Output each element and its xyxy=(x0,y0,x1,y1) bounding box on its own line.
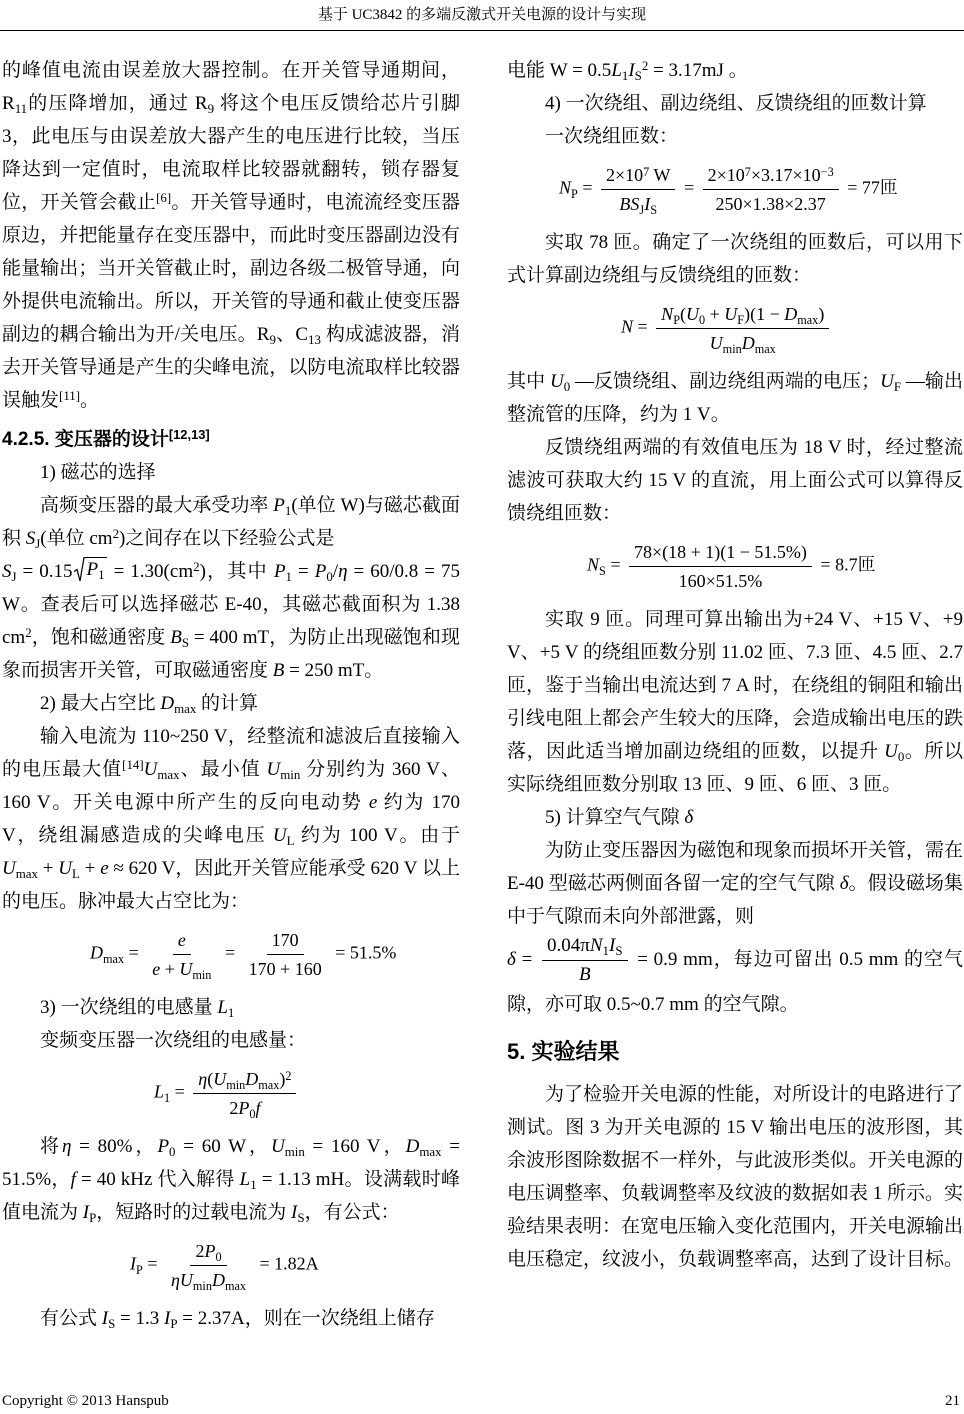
page-number: 21 xyxy=(945,1393,960,1409)
text-run: 2 xyxy=(195,1241,205,1261)
subheading-primary-inductance xyxy=(2,991,460,1024)
fraction-numerator xyxy=(542,933,628,961)
superscript: [6] xyxy=(156,190,172,206)
math-variable: S xyxy=(630,194,640,214)
text-run: = 160 V， xyxy=(304,1136,406,1157)
text-run: = 40 kHz 代入解得 xyxy=(75,1169,240,1190)
formula-max-duty-cycle xyxy=(2,918,460,991)
text-run: 。所以实际绕组匝数分别取 13 匝、9 匝、6 匝、3 匝。 xyxy=(507,741,963,795)
text-run: = 77匝 xyxy=(842,177,898,198)
math-variable: δ xyxy=(684,807,694,828)
subscript: 9 xyxy=(269,332,276,348)
math-variable: S xyxy=(25,528,36,549)
text-run: —反馈绕组、副边绕组两端的电压； xyxy=(570,371,881,392)
math-variable: I xyxy=(164,1308,171,1329)
text-run: 0.04π xyxy=(547,935,590,956)
text-run: = 60/0.8 = 75 W。查表后可以选择磁芯 E-40，其磁芯截面积为 1.38 cm xyxy=(2,561,461,648)
subscript: max xyxy=(797,312,819,327)
math-variable: D xyxy=(160,693,175,714)
paragraph xyxy=(507,603,963,801)
text-run: + xyxy=(37,858,59,879)
text-run: 。开关管导通时，电流流经变压器原边，并把能量存在变压器中，而此时变压器副边没有能量输出；当开关管截止时，副边各级二极管导通，向外提供电流输出。所以，开关管的导通和截止使变压器副边的耦合输出为开/关电压。R xyxy=(2,192,460,345)
fraction xyxy=(703,162,839,217)
subscript: S xyxy=(634,68,642,84)
paragraph: 为了检验开关电源的性能，对所设计的电路进行了测试。图 3 为开关电源的 15 V 输出电压的波形图，其余波形图除数据不一样外，与此波形类似。开关电源的电压调整率、负载调整率及纹波的数据如表 1 所示。实验结果表明：在宽电压输入变化范围内，开关电源输出电压稳定，纹波小，负载调整率高，达到了设计目标。 xyxy=(507,1084,964,1270)
subscript: P xyxy=(136,1262,143,1277)
subscript: S xyxy=(615,943,623,959)
text-run: 将这个电压反馈给芯片引脚 3，此电压与由误差放大器产生的电压进行比较，当压降达到一定值时，电流取样比较器就翻转，锁存器复位，开关管会截止 xyxy=(2,93,460,213)
subscript: S xyxy=(297,1210,305,1226)
subscript: min xyxy=(284,1144,305,1160)
text-run: )，其中 xyxy=(199,561,274,582)
math-variable: U xyxy=(179,959,193,979)
superscript: 2 xyxy=(25,625,32,641)
formula-peak-current xyxy=(2,1229,460,1302)
math-variable: η xyxy=(338,561,348,582)
subscript: F xyxy=(737,312,745,327)
math-variable: I xyxy=(628,60,635,81)
text-run: 的峰值电流由误差放大器控制。在开关管导通期间，R xyxy=(2,60,460,114)
math-variable: I xyxy=(644,194,651,214)
text-run: 160×51.5% xyxy=(678,571,763,591)
text-run: 、最小值 xyxy=(179,759,267,780)
text-run: = 8.7匝 xyxy=(815,554,876,575)
superscript: [14] xyxy=(122,757,144,773)
math-variable: D xyxy=(784,304,798,324)
paragraph xyxy=(2,489,460,555)
paragraph: 变频变压器一次绕组的电感量： xyxy=(40,1030,307,1051)
math-variable: U xyxy=(272,825,287,846)
subscript: max xyxy=(174,701,197,717)
math-variable: B xyxy=(578,964,591,985)
subscript: 0 xyxy=(326,569,333,585)
fraction xyxy=(244,927,327,982)
text-run: 的计算 xyxy=(196,693,259,714)
text-run: = xyxy=(515,948,539,970)
math-variable: U xyxy=(2,858,16,879)
text-run: = 1.3 xyxy=(115,1308,164,1329)
fraction-denominator xyxy=(711,190,831,217)
text-run: 170 xyxy=(271,930,299,950)
paragraph-air-gap-formula xyxy=(507,933,963,1021)
text-run: = xyxy=(220,942,240,963)
text-run: 电能 W = 0.5 xyxy=(507,60,612,81)
math-variable: I xyxy=(82,1202,90,1223)
text-run: = 3.17mJ 。 xyxy=(648,60,748,81)
text-run: = xyxy=(633,316,653,337)
text-run: 有公式 xyxy=(40,1308,102,1329)
fraction xyxy=(629,539,812,594)
fraction xyxy=(656,301,829,356)
formula-feedback-turns xyxy=(507,530,963,603)
subscript: 1 xyxy=(602,943,609,959)
subscript: max xyxy=(15,866,38,882)
subscript: 0 xyxy=(897,749,905,765)
subscript: S xyxy=(650,202,657,217)
fraction-numerator xyxy=(173,927,191,955)
text-run: ，饱和磁通密度 xyxy=(31,627,171,648)
radical-sign xyxy=(74,557,85,582)
text-run: = 51.5%， xyxy=(2,1136,461,1190)
subscript: min xyxy=(192,1278,212,1293)
math-variable: L xyxy=(611,60,622,81)
text-run: 、C xyxy=(275,324,309,345)
fraction-denominator xyxy=(147,955,216,982)
radicand xyxy=(85,557,107,582)
subscript: min xyxy=(722,341,742,356)
math-variable: D xyxy=(405,1136,420,1157)
text-run: 。 xyxy=(80,390,100,411)
math-variable: U xyxy=(549,371,564,392)
paragraph: 实取 78 匝。确定了一次绕组的匝数后，可以用下式计算副边绕组与反馈绕组的匝数： xyxy=(507,232,963,286)
text-run: ( xyxy=(207,1069,214,1089)
subscript: 0 xyxy=(215,1249,222,1264)
math-variable: N xyxy=(559,177,572,198)
section-heading-transformer-design xyxy=(2,423,460,456)
math-variable: U xyxy=(58,858,72,879)
subscript: P xyxy=(673,312,680,327)
fraction xyxy=(542,933,628,988)
math-variable: f xyxy=(255,1098,261,1118)
text-run: = xyxy=(170,1081,190,1102)
paragraph: 反馈绕组两端的有效值电压为 18 V 时，经过整流滤波可获取大约 15 V 的直流，用上面公式可以算得反馈绕组匝数： xyxy=(507,437,963,524)
text-run: 分别约为 360 V、160 V。开关电源中所产生的反向电动势 xyxy=(2,759,460,813)
math-variable: P xyxy=(238,1098,250,1118)
subscript: L xyxy=(72,866,80,882)
math-variable: B xyxy=(170,627,182,648)
paragraph xyxy=(507,54,963,87)
fraction-denominator xyxy=(614,190,662,217)
text-run: )(1 − xyxy=(744,304,785,324)
fraction-numerator xyxy=(190,1238,226,1266)
text-run: (单位 W)与磁芯截面积 xyxy=(2,495,460,549)
running-header xyxy=(0,4,964,26)
math-variable: D xyxy=(211,1270,225,1290)
text-run: = xyxy=(605,554,625,575)
text-run: = 60 W， xyxy=(175,1136,271,1157)
text-run: + xyxy=(160,959,180,979)
fraction xyxy=(166,1238,251,1293)
text-run: )之间存在以下经验公式是 xyxy=(119,528,335,549)
math-variable: U xyxy=(213,1069,227,1089)
subscript: 1 xyxy=(164,1090,171,1105)
text-run: —输出整流管的压降，约为 1 V。 xyxy=(507,371,963,425)
math-variable: D xyxy=(741,333,755,353)
superscript: −3 xyxy=(820,164,834,179)
subscript: F xyxy=(893,379,901,395)
subscript: P xyxy=(571,186,578,201)
math-variable: P xyxy=(273,495,285,516)
text-run: ) xyxy=(279,1069,286,1089)
text-run: = xyxy=(577,177,597,198)
subscript: P xyxy=(89,1210,97,1226)
math-variable: L xyxy=(217,997,228,1018)
math-variable: f xyxy=(70,1169,76,1190)
fraction-denominator xyxy=(244,955,327,982)
fraction-numerator xyxy=(267,927,304,955)
paragraph xyxy=(2,1302,460,1335)
math-variable: N xyxy=(587,554,600,575)
fraction xyxy=(147,927,216,982)
math-variable: L xyxy=(154,1081,165,1102)
text-run: = xyxy=(142,1253,162,1274)
math-variable: P xyxy=(204,1241,216,1261)
text-run: 输入电流为 110~250 V，经整流和滤波后直接输入的电压最大值 xyxy=(2,726,460,780)
text-run: = 80%， xyxy=(71,1136,158,1157)
text-run: (单位 cm xyxy=(40,528,113,549)
text-run: W xyxy=(649,165,671,185)
text-run: 2×10 xyxy=(707,165,745,185)
running-header-title: 基于 UC3842 的多端反激式开关电源的设计与实现 xyxy=(317,7,647,23)
subheading-core-selection: 1) 磁芯的选择 xyxy=(40,462,156,483)
math-variable: U xyxy=(724,304,738,324)
paragraph xyxy=(507,365,963,431)
fraction-denominator xyxy=(224,1094,265,1121)
subscript: 0 xyxy=(249,1106,256,1121)
subscript: S xyxy=(181,635,189,651)
paragraph xyxy=(2,54,460,417)
text-run: ，有公式： xyxy=(304,1202,400,1223)
math-variable: e xyxy=(100,858,109,879)
text-run: = 0.15 xyxy=(16,561,73,582)
math-variable: δ xyxy=(839,873,849,894)
subscript: 0 xyxy=(699,312,706,327)
math-variable: U xyxy=(884,741,898,762)
subheading-air-gap xyxy=(507,801,963,834)
math-variable: L xyxy=(239,1169,251,1190)
paragraph xyxy=(2,720,460,918)
text-run: 4.2.5. 变压器的设计 xyxy=(2,429,169,450)
text-run: ≈ 620 V，因此开关管应能承受 620 V 以上的电压。脉冲最大占空比为： xyxy=(2,858,460,912)
math-variable: S xyxy=(2,561,12,582)
fraction-denominator xyxy=(574,961,596,988)
math-variable: e xyxy=(368,792,378,813)
text-run: 2×10 xyxy=(605,165,644,185)
fraction-denominator xyxy=(705,329,781,356)
square-root xyxy=(74,557,107,582)
math-variable: I xyxy=(291,1202,298,1223)
subscript: max xyxy=(258,1077,280,1092)
fraction-denominator xyxy=(166,1266,251,1293)
text-run: = 1.82A xyxy=(255,1253,319,1274)
text-run: ×3.17×10 xyxy=(750,165,821,185)
math-variable: U xyxy=(179,1270,193,1290)
subscript: min xyxy=(226,1077,246,1092)
superscript: [11] xyxy=(59,388,81,404)
subscript: 1 xyxy=(285,569,292,585)
text-run: = xyxy=(292,561,315,582)
subscript: 1 xyxy=(621,68,629,84)
header-rule xyxy=(0,30,964,31)
subscript: min xyxy=(192,967,212,982)
text-run: 的压降增加，通过 R xyxy=(27,93,208,114)
math-variable: P xyxy=(86,559,99,580)
fraction-numerator xyxy=(629,539,812,567)
paragraph: 一次绕组匝数： xyxy=(545,126,679,147)
paragraph xyxy=(2,555,460,687)
superscript: [12,13] xyxy=(168,427,210,443)
subscript: 1 xyxy=(250,1177,257,1193)
text-run: = 0.9 mm，每边可留出 0.5 mm 的空气隙，亦可取 0.5~0.7 mm 的空气隙。 xyxy=(507,948,963,1015)
formula-primary-inductance xyxy=(2,1057,460,1130)
text-run: = 1.13 mH。设满载时峰值电流为 xyxy=(2,1169,460,1223)
superscript: 2 xyxy=(285,1068,292,1083)
text-run: = 51.5% xyxy=(330,942,397,963)
subscript: max xyxy=(157,767,180,783)
fraction-denominator xyxy=(674,567,768,594)
subscript: J xyxy=(35,536,41,552)
math-variable: I xyxy=(130,1253,136,1274)
math-variable: U xyxy=(266,759,281,780)
math-variable: e xyxy=(152,959,161,979)
subscript: max xyxy=(419,1144,442,1160)
math-variable: η xyxy=(198,1069,208,1089)
math-variable: U xyxy=(709,333,723,353)
text-run: ) xyxy=(818,304,825,324)
paragraph xyxy=(2,1130,460,1229)
subscript: min xyxy=(280,767,301,783)
fraction-numerator xyxy=(703,162,839,190)
subscript: J xyxy=(11,569,17,585)
math-variable: η xyxy=(62,1136,72,1157)
fraction xyxy=(601,162,675,217)
text-run: ( xyxy=(680,304,686,324)
math-variable: N xyxy=(621,316,634,337)
math-variable: P xyxy=(273,561,286,582)
text-run: 实取 9 匝。同理可算出输出为+24 V、+15 V、+9 V、+5 V 的绕组匝数分别 11.02 匝、7.3 匝、4.5 匝、2.7 匝，鉴于当输出电流达到 7 A 时，在绕组的铜阻和输出引线电阻上都会产生较大的压降，会造成输出电压的跌落，因此适当增加副边绕组的匝数，以提升 xyxy=(507,609,964,762)
subscript: 1 xyxy=(98,567,105,583)
superscript: 7 xyxy=(744,164,751,179)
right-column xyxy=(507,54,963,1276)
text-run: 约为 170 V，绕组漏感造成的尖峰电压 xyxy=(2,792,460,846)
math-variable: U xyxy=(271,1136,285,1157)
text-run: 5) 计算空气气隙 xyxy=(545,807,685,828)
subscript: 1 xyxy=(284,503,292,519)
math-variable: U xyxy=(686,304,699,324)
subheading-turns-calculation: 4) 一次绕组、副边绕组、反馈绕组的匝数计算 xyxy=(545,93,927,114)
math-variable: e xyxy=(177,930,186,950)
subheading-max-duty-cycle xyxy=(2,687,460,720)
text-run: = 1.30(cm xyxy=(107,561,194,582)
math-variable: N xyxy=(661,304,674,324)
text-run: 构成滤波器，消去开关管导通是产生的尖峰电流，以防电流取样比较器误触发 xyxy=(2,324,460,411)
text-run: ，短路时的过载电流为 xyxy=(96,1202,292,1223)
subscript: 9 xyxy=(207,101,215,117)
text-run: 2) 最大占空比 xyxy=(40,693,161,714)
math-variable: B xyxy=(619,194,631,214)
formula-primary-turns xyxy=(507,153,963,226)
text-run: 78×(18 + 1)(1 − 51.5%) xyxy=(633,542,807,562)
subscript: 0 xyxy=(563,379,571,395)
left-column xyxy=(2,54,460,1335)
math-variable: N xyxy=(589,935,603,956)
superscript: 2 xyxy=(112,526,120,542)
math-variable: I xyxy=(609,935,616,956)
page-footer xyxy=(2,1390,960,1412)
text-run: 其中 xyxy=(507,371,550,392)
text-run: = 400 mT，为防止出现磁饱和现象而损害开关管，可取磁通密度 xyxy=(2,627,460,681)
formula-secondary-turns xyxy=(507,292,963,365)
text-run: 。假设磁场集中于气隙而未向外部泄露，则 xyxy=(507,873,963,927)
subscript: S xyxy=(599,563,606,578)
text-run: 250×1.38×2.37 xyxy=(715,194,826,214)
text-run: = 250 mT。 xyxy=(284,660,384,681)
math-variable: P xyxy=(157,1136,170,1157)
superscript: 2 xyxy=(193,559,200,575)
math-variable: D xyxy=(245,1069,259,1089)
text-run: = xyxy=(124,942,144,963)
text-run: 为防止变压器因为磁饱和现象而损坏开关管，需在 E-40 型磁芯两侧面各留一定的空气气隙 xyxy=(507,840,964,894)
text-run: 2 xyxy=(229,1098,239,1118)
math-variable: δ xyxy=(507,948,516,970)
text-run: + xyxy=(705,304,725,324)
superscript: 2 xyxy=(641,58,649,74)
math-variable: P xyxy=(314,561,327,582)
fraction-numerator xyxy=(601,162,675,190)
text-run: 3) 一次绕组的电感量 xyxy=(40,997,218,1018)
text-run: / xyxy=(332,561,339,582)
fraction xyxy=(193,1066,296,1121)
subscript: max xyxy=(754,341,776,356)
math-variable: B xyxy=(272,660,285,681)
math-variable: D xyxy=(90,942,103,963)
text-run: 高频变压器的最大承受功率 xyxy=(40,495,274,516)
fraction-numerator xyxy=(193,1066,296,1094)
subscript: J xyxy=(639,202,645,217)
subscript: 11 xyxy=(14,101,28,117)
subscript: L xyxy=(286,833,295,849)
math-variable: I xyxy=(101,1308,109,1329)
text-run: 约为 100 V。由于 xyxy=(294,825,460,846)
text-run: = xyxy=(679,177,699,198)
subscript: max xyxy=(224,1278,247,1293)
copyright-notice: Copyright © 2013 Hanspub xyxy=(2,1393,169,1409)
superscript: 7 xyxy=(643,164,650,179)
subscript: S xyxy=(108,1316,116,1332)
text-run: 将 xyxy=(40,1136,62,1157)
section-heading-experimental-results: 5. 实验结果 xyxy=(507,1039,620,1064)
math-variable: U xyxy=(143,759,158,780)
paragraph xyxy=(507,834,963,933)
fraction-numerator xyxy=(656,301,829,329)
text-run: = 2.37A，则在一次绕组上储存 xyxy=(177,1308,435,1329)
text-run: 170 + 160 xyxy=(248,959,322,979)
math-variable: η xyxy=(170,1270,180,1290)
text-run: + xyxy=(79,858,101,879)
subscript: 0 xyxy=(169,1144,176,1160)
subscript: max xyxy=(103,951,125,966)
subscript: 13 xyxy=(308,332,321,348)
subscript: P xyxy=(170,1316,178,1332)
math-variable: U xyxy=(880,371,894,392)
subscript: 1 xyxy=(227,1005,235,1021)
